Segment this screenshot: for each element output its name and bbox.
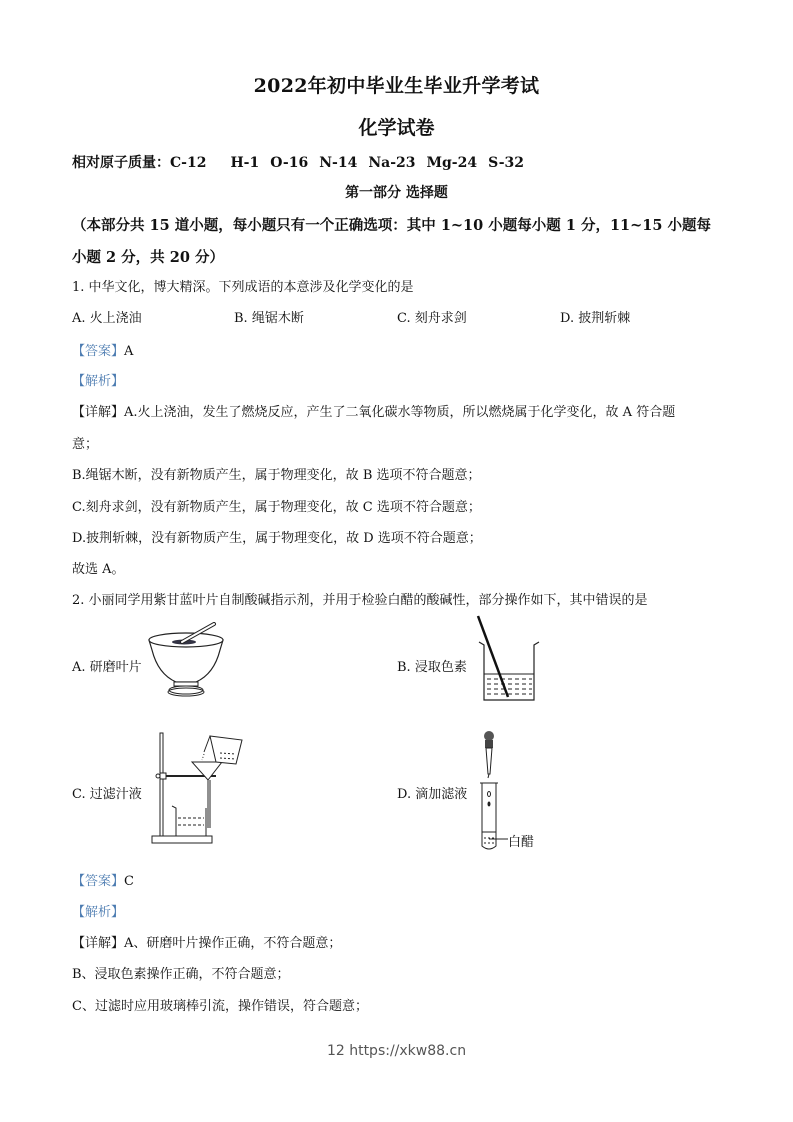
answer-value: C [124, 874, 134, 889]
q1-detail-line: D.披荆斩棘，没有新物质产生，属于物理变化，故 D 选项不符合题意； [72, 531, 482, 546]
q1-option-a: A. 火上浇油 [72, 311, 142, 326]
atomic-mass-item: Mg-24 [426, 155, 478, 171]
q2-answer [72, 870, 134, 889]
atomic-mass-item: N-14 [319, 155, 358, 171]
q1-detail-line: 故选 A。 [72, 562, 125, 577]
atomic-mass-item: Na-23 [368, 155, 416, 171]
q2-detail-line: C、过滤时应用玻璃棒引流，操作错误，符合题意； [72, 999, 368, 1014]
q1-answer [72, 340, 133, 359]
q2-option-b: B. 浸取色素 [397, 660, 467, 675]
q1-detail-line: C.刻舟求剑，没有新物质产生，属于物理变化，故 C 选项不符合题意； [72, 500, 481, 515]
atomic-mass-item: C-12 [170, 155, 207, 171]
atomic-mass-item: S-32 [488, 155, 525, 171]
answer-value: A [124, 344, 134, 359]
q1-stem: 1. 中华文化，博大精深。下列成语的本意涉及化学变化的是 [72, 280, 414, 295]
section-note-line2: 小题 2 分，共 20 分） [72, 249, 224, 266]
beaker-stirring-figure [476, 615, 546, 705]
exam-subtitle: 化学试卷 [358, 117, 435, 139]
q1-detail-line: 意； [72, 437, 99, 452]
section-title: 第一部分 选择题 [345, 185, 448, 201]
atomic-masses [72, 152, 535, 172]
vinegar-label: 白醋 [508, 835, 535, 850]
q2-detail-line: B、浸取色素操作正确，不符合题意； [72, 967, 290, 982]
q2-analysis-tag: 【解析】 [72, 905, 125, 920]
filtration-setup-figure [150, 728, 255, 846]
q1-option-d: D. 披荆斩棘 [560, 311, 631, 326]
detail-text: A、研磨叶片操作正确，不符合题意； [124, 936, 342, 951]
detail-tag: 【详解】 [72, 936, 125, 951]
q2-option-c: C. 过滤汁液 [72, 787, 142, 802]
q1-option-b: B. 绳锯木断 [234, 311, 304, 326]
q2-option-a: A. 研磨叶片 [72, 660, 142, 675]
detail-text: A.火上浇油，发生了燃烧反应，产生了二氧化碳水等物质，所以燃烧属于化学变化，故 A 符合题 [124, 405, 676, 420]
q1-detail-line [72, 401, 675, 420]
answer-tag: 【答案】 [72, 874, 125, 889]
q2-option-d: D. 滴加滤液 [397, 787, 468, 802]
page-footer: 12 https://xkw88.cn [326, 1043, 467, 1059]
q2-stem: 2. 小丽同学用紫甘蓝叶片自制酸碱指示剂，并用于检验白醋的酸碱性，部分操作如下，其中错误的是 [72, 593, 648, 608]
q2-detail-line [72, 932, 341, 951]
mortar-pestle-figure [146, 622, 226, 702]
q1-option-c: C. 刻舟求剑 [397, 311, 467, 326]
answer-tag: 【答案】 [72, 344, 125, 359]
atomic-mass-item: H-1 [230, 155, 260, 171]
q1-analysis-tag: 【解析】 [72, 374, 125, 389]
atomic-mass-item: O-16 [270, 155, 309, 171]
exam-title: 2022年初中毕业生毕业升学考试 [253, 75, 540, 97]
q1-detail-line: B.绳锯木断，没有新物质产生，属于物理变化，故 B 选项不符合题意； [72, 468, 481, 483]
section-note-line1: （本部分共 15 道小题，每小题只有一个正确选项：其中 1~10 小题每小题 1 分，11~15 小题每 [72, 217, 712, 234]
detail-tag: 【详解】 [72, 405, 125, 420]
atomic-mass-label: 相对原子质量： [72, 155, 170, 171]
